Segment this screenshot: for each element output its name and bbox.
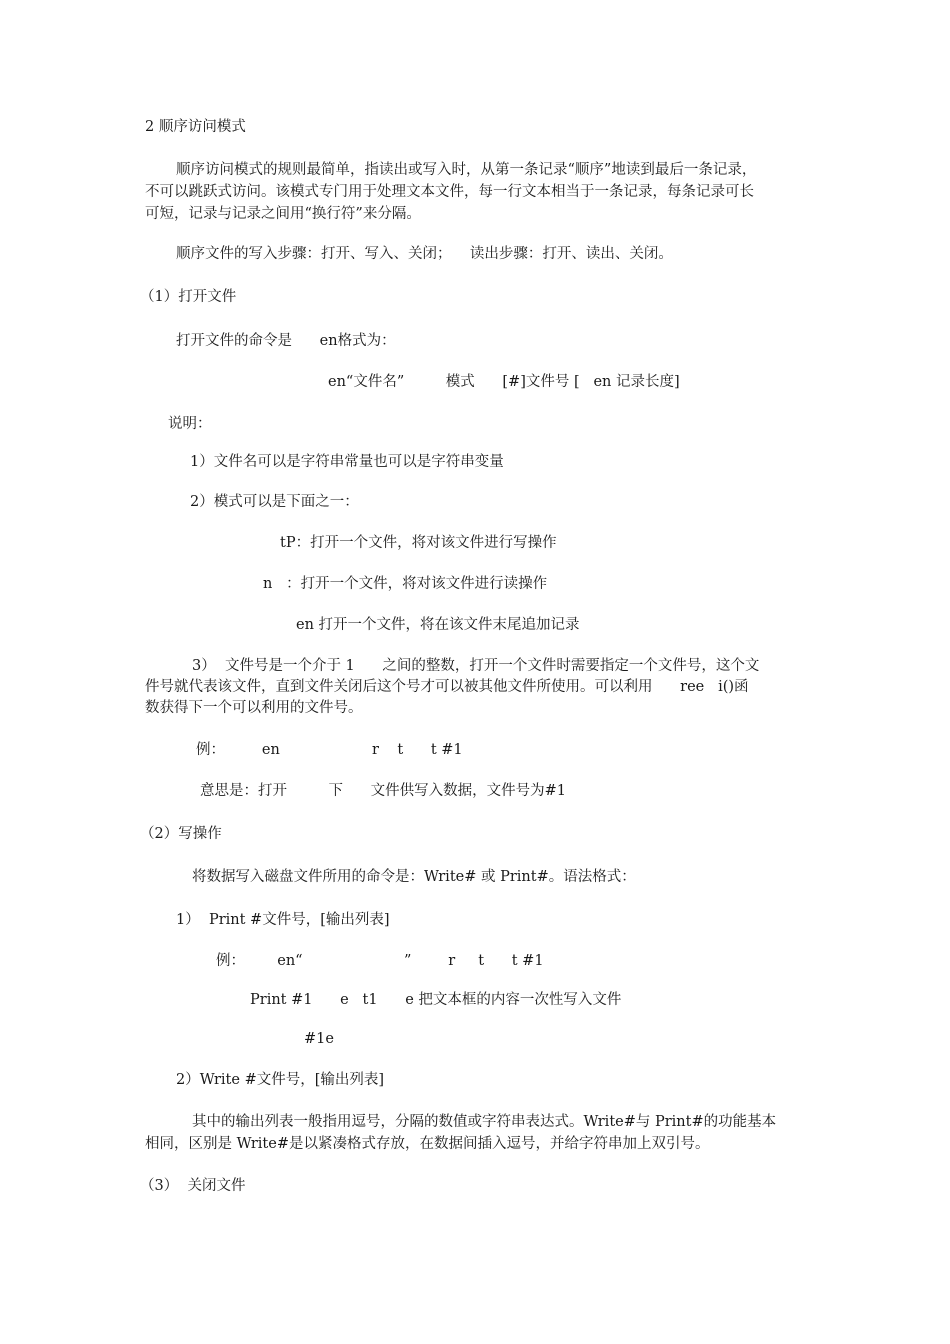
write-code-line-1: Print #1 e t1 e 把文本框的内容一次性写入文件 bbox=[250, 992, 622, 1008]
write-syntax: 2）Write #文件号，[输出列表] bbox=[176, 1072, 385, 1088]
write-intro: 将数据写入磁盘文件所用的命令是：Write# 或 Print#。语法格式： bbox=[192, 869, 636, 885]
steps-line: 顺序文件的写入步骤：打开、写入、关闭； 读出步骤：打开、读出、关闭。 bbox=[176, 246, 673, 262]
open-syntax: en“文件名” 模式 [#]文件号 [ en 记录长度] bbox=[328, 374, 680, 390]
write-explain-line-2: 相同，区别是 Write#是以紧凑格式存放，在数据间插入逗号，并给字符串加上双引号。 bbox=[145, 1136, 710, 1152]
mode-output: tP：打开一个文件，将对该文件进行写操作 bbox=[280, 535, 557, 551]
note-item-1: 1）文件名可以是字符串常量也可以是字符串变量 bbox=[190, 454, 504, 470]
intro-line-3: 可短，记录与记录之间用“换行符”来分隔。 bbox=[145, 206, 421, 222]
note-item-3-line-2: 件号就代表该文件，直到文件关闭后这个号才可以被其他文件所使用。可以利用 ree i()函 bbox=[145, 679, 749, 695]
mode-append: en 打开一个文件，将在该文件末尾追加记录 bbox=[296, 617, 580, 633]
note-item-3-line-3: 数获得下一个可以利用的文件号。 bbox=[145, 700, 363, 716]
section-title: 2 顺序访问模式 bbox=[145, 119, 246, 135]
write-code-line-2: #1e bbox=[304, 1031, 334, 1047]
mode-input: n ：打开一个文件，将对该文件进行读操作 bbox=[263, 576, 548, 592]
open-command-intro: 打开文件的命令是 en格式为： bbox=[176, 333, 396, 349]
note-label: 说明： bbox=[168, 416, 212, 432]
intro-line-1: 顺序访问模式的规则最简单，指读出或写入时，从第一条记录“顺序”地读到最后一条记录， bbox=[176, 162, 757, 178]
open-example: 例： en r t t #1 bbox=[196, 742, 463, 758]
note-item-3-line-1: 3） 文件号是一个介于 1 之间的整数，打开一个文件时需要指定一个文件号，这个文 bbox=[192, 658, 760, 674]
open-file-heading: （1）打开文件 bbox=[140, 289, 237, 305]
close-file-heading: （3） 关闭文件 bbox=[140, 1178, 246, 1194]
open-example-meaning: 意思是：打开 下 文件供写入数据，文件号为#1 bbox=[200, 783, 567, 799]
intro-line-2: 不可以跳跃式访问。该模式专门用于处理文本文件，每一行文本相当于一条记录，每条记录可长 bbox=[145, 184, 754, 200]
note-item-2: 2）模式可以是下面之一： bbox=[190, 494, 359, 510]
print-syntax: 1） Print #文件号，[输出列表] bbox=[176, 912, 390, 928]
write-heading: （2）写操作 bbox=[140, 826, 222, 842]
write-example: 例： en“ ” r t t #1 bbox=[216, 953, 544, 969]
write-explain-line-1: 其中的输出列表一般指用逗号，分隔的数值或字符串表达式。Write#与 Print#的功能基本 bbox=[192, 1114, 777, 1130]
